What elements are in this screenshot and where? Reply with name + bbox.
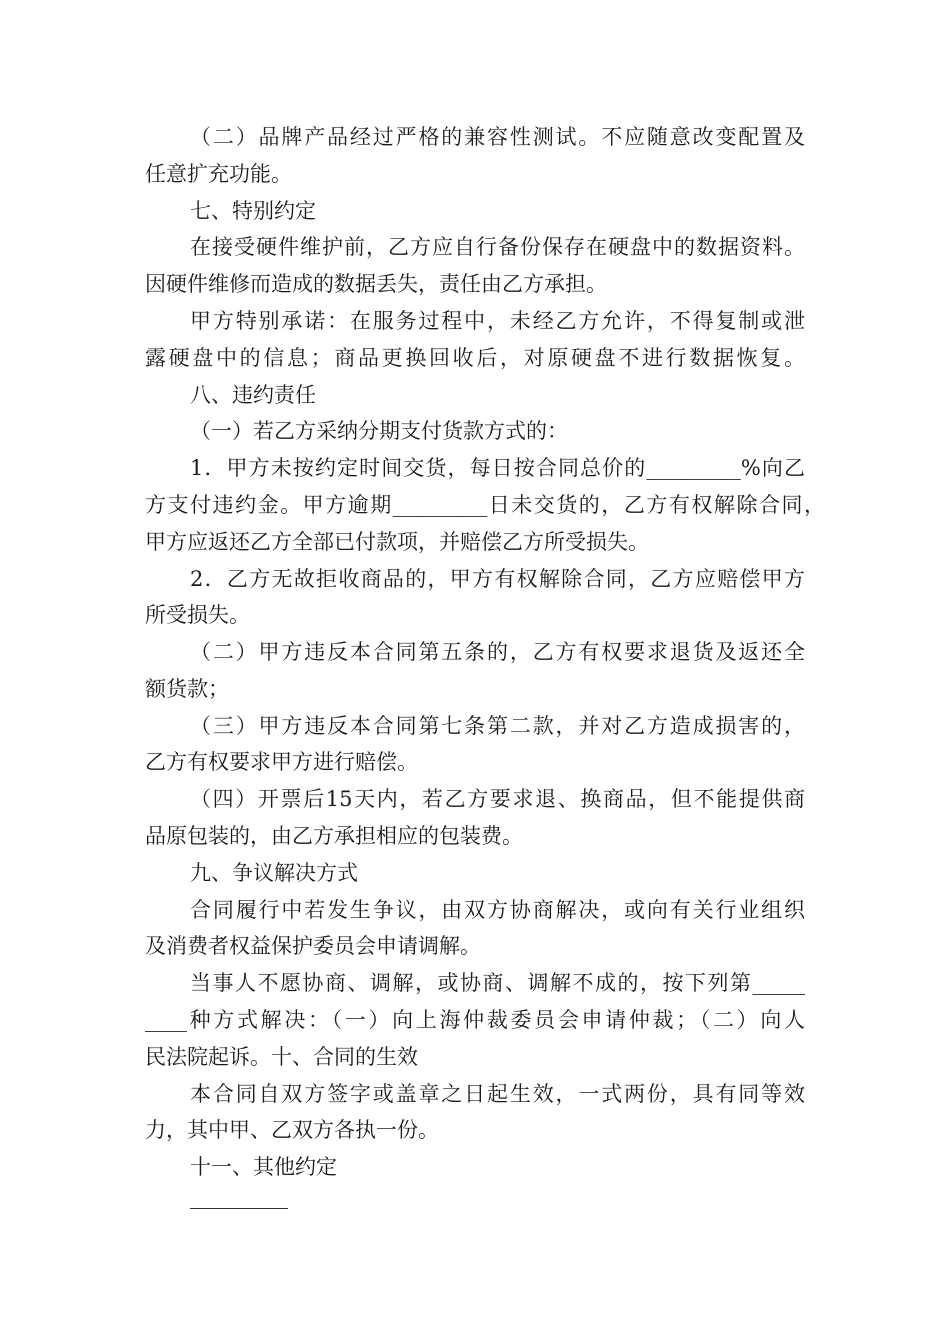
- paragraph-line: 露硬盘中的信息；商品更换回收后，对原硬盘不进行数据恢复。: [145, 346, 805, 370]
- paragraph-line: 额货款；: [145, 677, 229, 701]
- paragraph-line: 本合同自双方签字或盖章之日起生效，一式两份，具有同等效: [190, 1082, 805, 1106]
- paragraph-line: 及消费者权益保护委员会申请调解。: [145, 934, 481, 958]
- paragraph-line: 力，其中甲、乙双方各执一份。: [145, 1118, 439, 1142]
- section-heading: 九、争议解决方式: [190, 861, 358, 885]
- paragraph-line: 当事人不愿协商、调解，或协商、调解不成的，按下列第_____: [190, 971, 805, 995]
- section-heading: 十一、其他约定: [190, 1155, 337, 1179]
- paragraph-line: （二）品牌产品经过严格的兼容性测试。不应随意改变配置及: [190, 125, 805, 149]
- paragraph-line: 合同履行中若发生争议，由双方协商解决，或向有关行业组织: [190, 898, 805, 922]
- paragraph-line: ____种方式解决：（一）向上海仲裁委员会申请仲裁；（二）向人: [145, 1008, 805, 1032]
- paragraph-line: 所受损失。: [145, 603, 250, 627]
- paragraph-line: 民法院起诉。十、合同的生效: [145, 1045, 418, 1069]
- paragraph-line: 乙方有权要求甲方进行赔偿。: [145, 750, 418, 774]
- paragraph-line: （四）开票后15天内，若乙方要求退、换商品，但不能提供商: [190, 787, 805, 811]
- paragraph-line: 在接受硬件维护前，乙方应自行备份保存在硬盘中的数据资料。: [190, 235, 805, 259]
- paragraph-line: （二）甲方违反本合同第五条的，乙方有权要求退货及返还全: [190, 640, 805, 664]
- fill-in-blank-line: [190, 1208, 288, 1209]
- paragraph-line: 1．甲方未按约定时间交货，每日按合同总价的_________%向乙: [190, 456, 805, 480]
- paragraph-line: 品原包装的，由乙方承担相应的包装费。: [145, 824, 523, 848]
- paragraph-line: 方支付违约金。甲方逾期_________日未交货的，乙方有权解除合同，: [145, 493, 825, 517]
- paragraph-line: （三）甲方违反本合同第七条第二款，并对乙方造成损害的，: [190, 714, 805, 738]
- paragraph-line: 任意扩充功能。: [145, 162, 292, 186]
- section-heading: 七、特别约定: [190, 199, 316, 223]
- section-heading: 八、违约责任: [190, 383, 316, 407]
- paragraph-line: 2．乙方无故拒收商品的，甲方有权解除合同，乙方应赔偿甲方: [190, 567, 805, 591]
- paragraph-line: 甲方特别承诺：在服务过程中，未经乙方允许，不得复制或泄: [190, 309, 805, 333]
- paragraph-line: 甲方应返还乙方全部已付款项，并赔偿乙方所受损失。: [145, 530, 649, 554]
- paragraph-line: （一）若乙方采纳分期支付货款方式的：: [190, 419, 568, 443]
- paragraph-line: 因硬件维修而造成的数据丢失，责任由乙方承担。: [145, 272, 607, 296]
